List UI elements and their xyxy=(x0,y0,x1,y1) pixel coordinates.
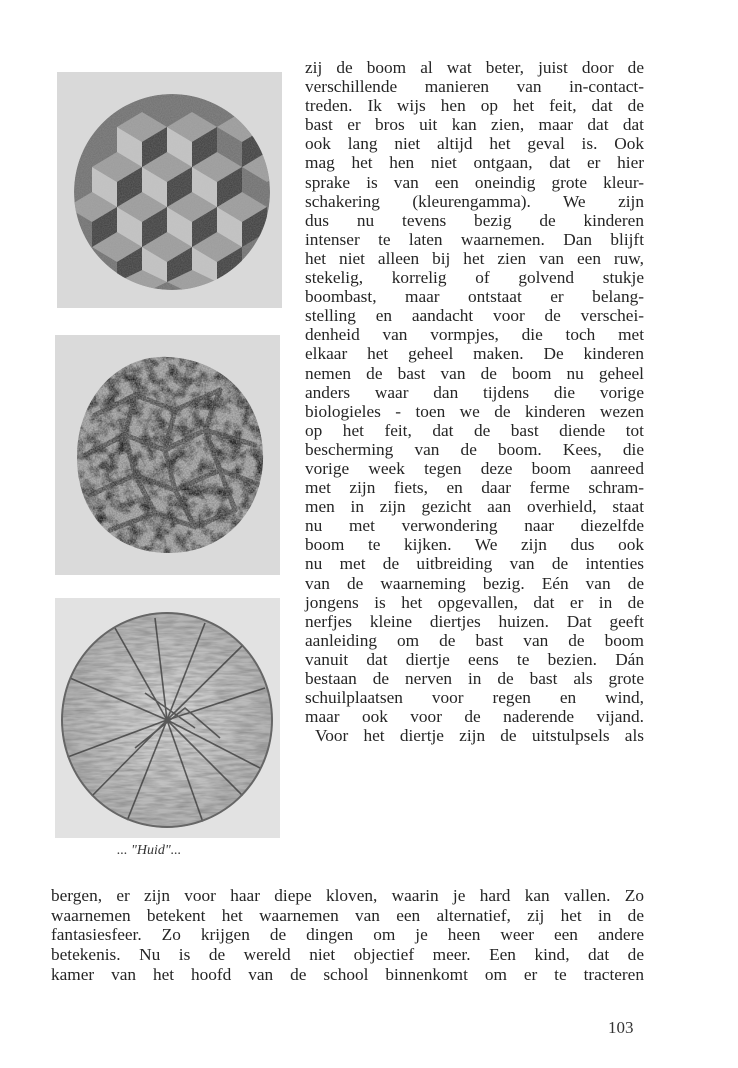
text-line: nemen de bast van de boom nu geheel xyxy=(305,363,644,383)
text-line: schakering (kleurengamma). We zijn xyxy=(305,191,644,211)
text-line: biologieles - toen we de kinderen wezen xyxy=(305,401,644,421)
text-line: sprake is van een oneindig grote kleur- xyxy=(305,172,644,192)
text-line: treden. Ik wijs hen op het feit, dat de xyxy=(305,96,644,116)
text-line: op het feit, dat de bast diende tot xyxy=(305,420,644,440)
text-line: bestaan de nerven in de bast als grote xyxy=(305,669,644,688)
text-line: waarnemen betekent het waarnemen van een alternatief, zij het in de xyxy=(51,905,644,925)
figure-rough-bark xyxy=(55,335,280,575)
text-line: denheid van vormpjes, die toch met xyxy=(305,325,644,345)
text-line: betekenis. Nu is de wereld niet objectief meer. Een kind, dat de xyxy=(51,945,644,965)
text-line: bast er bros uit kan zien, maar dat dat xyxy=(305,115,644,135)
text-line: bescherming van de boom. Kees, die xyxy=(305,439,644,459)
text-line: nerfjes kleine diertjes huizen. Dat geeft xyxy=(305,611,644,631)
full-width-paragraph xyxy=(51,886,644,984)
text-line: Voor het diertje zijn de uitstulpsels als xyxy=(315,726,644,746)
text-line: ook lang niet altijd het geval is. Ook xyxy=(305,134,644,154)
text-line: vorige week tegen deze boom aanreed xyxy=(305,458,644,478)
text-line: mag het hen niet ontgaan, dat er hier xyxy=(305,153,644,173)
text-line: stekelig, korrelig of golvend stukje xyxy=(305,268,644,288)
figure-waffle-bark xyxy=(57,72,282,308)
text-line: het niet alleen bij het zien van een ruw, xyxy=(305,248,644,268)
text-line: elkaar het geheel maken. De kinderen xyxy=(305,344,644,364)
text-line: dus nu tevens bezig de kinderen xyxy=(305,210,644,230)
figure-skin-texture xyxy=(55,598,280,838)
page-number: 103 xyxy=(608,1018,634,1037)
text-line: vanuit dat diertje eens te bezien. Dán xyxy=(305,649,644,669)
figure-caption: ... "Huid"... xyxy=(117,843,182,858)
text-line: stelling en aandacht voor de verschei- xyxy=(305,306,644,326)
text-line: bergen, er zijn voor haar diepe kloven, waarin je hard kan vallen. Zo xyxy=(51,886,644,905)
text-line: maar ook voor de naderende vijand. xyxy=(305,707,644,727)
text-line: schuilplaatsen voor regen en wind, xyxy=(305,688,644,708)
text-line: aanleiding om de bast van de boom xyxy=(305,630,644,650)
text-line: van de waarneming bezig. Eén van de xyxy=(305,573,644,593)
text-line: intenser te laten waarnemen. Dan blijft xyxy=(305,229,644,249)
text-line: boombast, maar ontstaat er belang- xyxy=(305,287,644,307)
text-line: verschillende manieren van in-contact- xyxy=(305,77,644,97)
text-line: men in zijn gezicht aan overhield, staat xyxy=(305,497,644,517)
text-line: zij de boom al wat beter, juist door de xyxy=(305,58,644,77)
text-line: nu met verwondering naar diezelfde xyxy=(305,516,644,536)
text-line: met zijn fiets, en daar ferme schram- xyxy=(305,478,644,498)
text-line: anders waar dan tijdens die vorige xyxy=(305,382,644,402)
text-line: kamer van het hoofd van de school binnenkomt om er te tracteren xyxy=(51,964,644,984)
text-line: nu met de uitbreiding van de intenties xyxy=(305,554,644,574)
text-line: fantasiesfeer. Zo krijgen de dingen om je heen weer een andere xyxy=(51,925,644,945)
text-line: jongens is het opgevallen, dat er in de xyxy=(305,592,644,612)
text-column xyxy=(305,58,644,745)
text-line: boom te kijken. We zijn dus ook xyxy=(305,535,644,555)
